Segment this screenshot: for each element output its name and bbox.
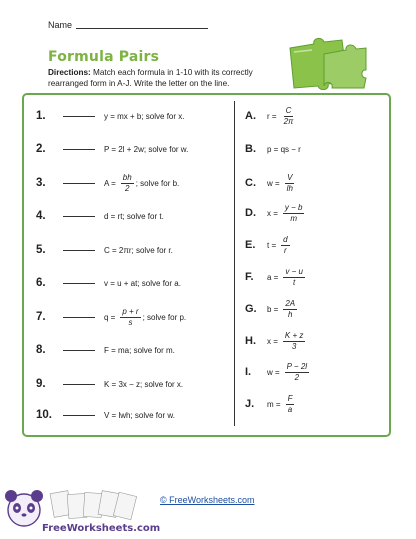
fraction [283,203,305,224]
denominator: a [287,404,293,414]
question-item [36,371,186,397]
answer-letter: F. [245,271,254,283]
answer-lhs: m = [267,399,281,409]
answer-lhs: x = [267,208,278,218]
fraction [285,362,309,383]
numerator: V [287,172,293,182]
column-divider [234,101,235,426]
answer-item [245,170,297,196]
numerator: p + r [122,306,139,316]
formula-text: v = u + at; solve for a. [104,278,181,288]
numerator: P − 2l [286,361,308,371]
formula-text: q = [104,312,116,322]
question-item [36,304,186,330]
question-item [36,103,187,129]
answer-letter: B. [245,143,256,155]
formula-suffix: ; solve for b. [135,178,180,188]
question-item [36,270,184,296]
answer-blank[interactable] [63,183,95,184]
question-number: 9. [36,378,46,390]
question-item [36,170,179,196]
name-field-row [48,20,208,30]
denominator: 2 [294,372,300,382]
denominator: t [293,277,296,287]
fraction [281,235,289,256]
answer-letter: E. [245,239,256,251]
question-item [36,136,191,162]
answer-item [245,103,297,129]
question-number: 8. [36,344,46,356]
answer-letter: C. [245,177,256,189]
numerator: C [285,105,292,115]
answer-blank[interactable] [63,149,95,150]
formula-text: F = ma; solve for m. [104,345,175,355]
denominator: m [290,213,298,223]
question-number: 7. [36,311,46,323]
puzzle-pieces-icon [284,34,368,90]
answer-letter: D. [245,207,256,219]
fraction [283,267,305,288]
answer-blank[interactable] [63,317,95,318]
question-number: 5. [36,244,46,256]
formula-text: A = [104,178,116,188]
denominator: 2 [125,183,130,193]
answer-lhs: x = [267,336,278,346]
question-item [36,203,167,229]
answer-blank[interactable] [63,384,95,385]
formula-text: C = 2πr; solve for r. [104,245,173,255]
question-item [36,237,176,263]
denominator: r [284,245,287,255]
worksheet-title: Formula Pairs [48,49,160,65]
numerator: K + z [284,330,304,340]
answer-item [245,391,296,417]
answer-item [245,136,304,162]
answer-lhs: t = [267,240,277,250]
answer-letter: J. [245,398,255,410]
numerator: F [287,393,293,403]
logo-text: FreeWorksheets.com [42,523,161,534]
question-number: 4. [36,210,46,222]
answer-item [245,232,292,258]
answer-letter: I. [245,366,252,378]
question-number: 1. [36,110,46,122]
answer-lhs: w = [267,178,280,188]
question-item [36,337,178,363]
formula-suffix: ; solve for p. [142,312,187,322]
numerator: d [283,234,288,244]
answer-lhs: r = [267,111,277,121]
formula-text: d = rt; solve for t. [104,211,164,221]
answer-item [245,328,307,354]
fraction [283,299,297,320]
fraction [121,173,134,194]
numerator: v − u [285,266,303,276]
fraction [282,106,296,127]
directions-text: Match each formula in 1-10 with its correctly rearranged form in A-J. Write the letter on the line. [48,68,253,88]
directions [48,67,268,89]
formula-text: P = 2l + 2w; solve for w. [104,144,189,154]
denominator: lh [286,183,293,193]
directions-label: Directions: [48,68,91,77]
formula-text: K = 3x − z; solve for x. [104,379,184,389]
answer-item [245,200,306,226]
answer-blank[interactable] [63,116,95,117]
denominator: 2π [283,116,294,126]
question-item [36,402,178,428]
fraction [286,394,295,415]
name-line[interactable] [76,28,208,29]
answer-lhs: p = qs − r [267,144,301,154]
answer-item [245,264,307,290]
numerator: 2A [285,298,296,308]
answer-letter: G. [245,303,257,315]
formula-text: y = mx + b; solve for x. [104,111,185,121]
fraction [283,331,305,352]
footer-link[interactable]: © FreeWorksheets.com [160,495,255,505]
fraction [120,307,140,328]
numerator: bh [122,172,132,182]
answer-blank[interactable] [63,283,95,284]
formula-text: V = lwh; solve for w. [104,410,175,420]
question-number: 3. [36,177,46,189]
answer-blank[interactable] [63,415,95,416]
fraction [285,173,295,194]
denominator: h [288,309,293,319]
numerator: y − b [284,202,303,212]
name-label: Name [48,20,73,30]
answer-letter: H. [245,335,256,347]
answer-item [245,296,299,322]
answer-blank[interactable] [63,216,95,217]
answer-lhs: a = [267,272,279,282]
question-number: 6. [36,277,46,289]
question-number: 2. [36,143,46,155]
answer-item [245,359,311,385]
answer-blank[interactable] [63,350,95,351]
answer-lhs: b = [267,304,279,314]
denominator: 3 [291,341,297,351]
answer-lhs: w = [267,367,280,377]
answer-letter: A. [245,110,256,122]
denominator: s [128,317,133,327]
question-number: 10. [36,409,52,421]
answer-blank[interactable] [63,250,95,251]
